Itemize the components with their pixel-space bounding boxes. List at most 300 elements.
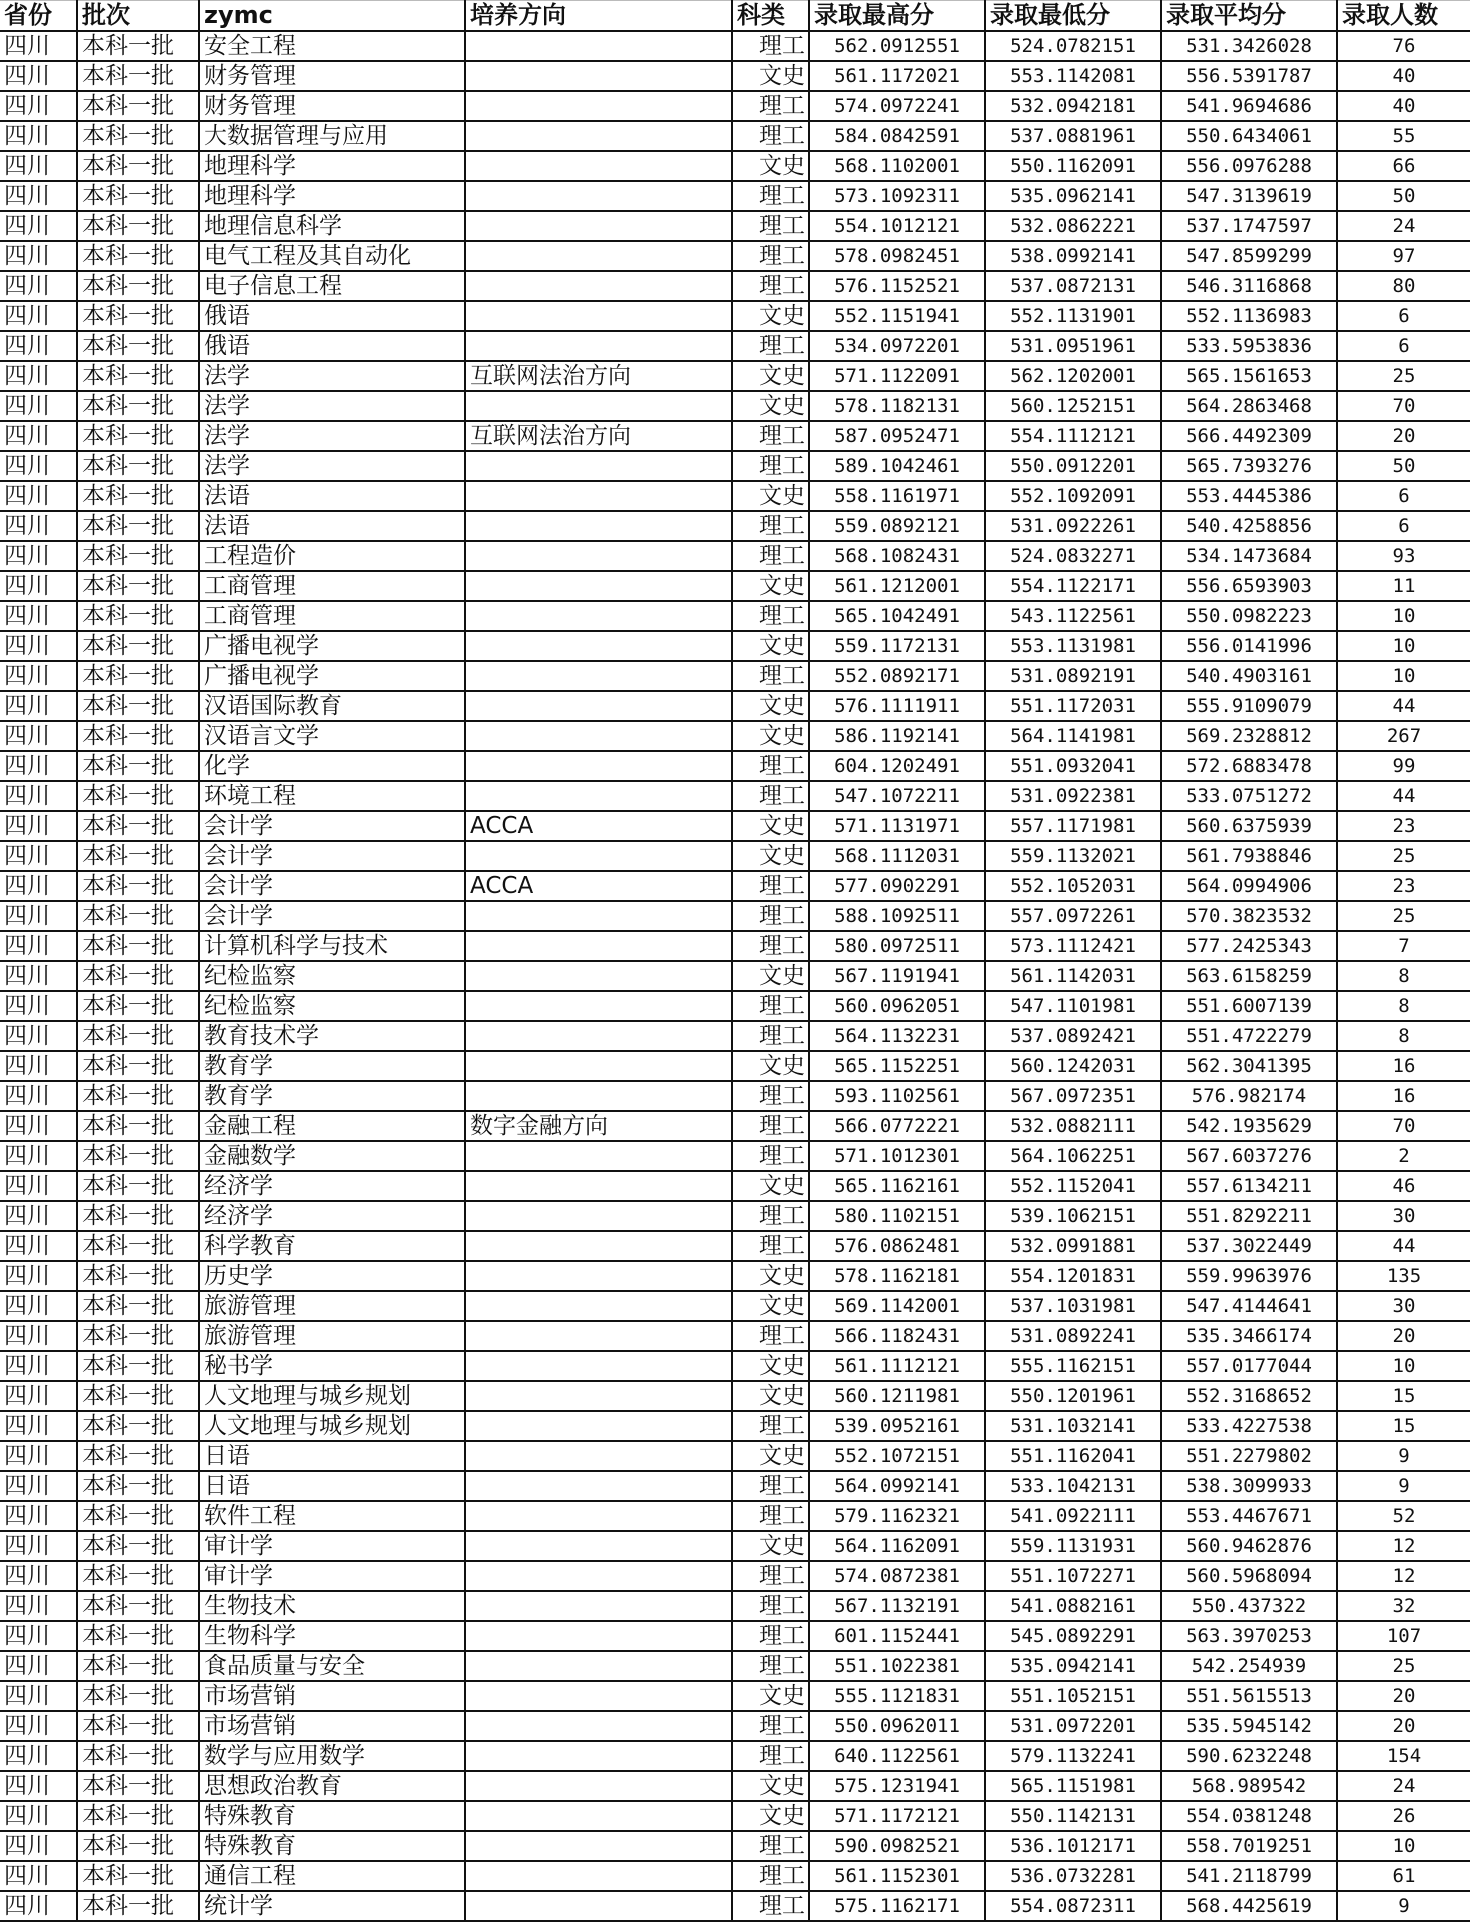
major-name-cell[interactable]: 地理信息科学	[199, 211, 465, 241]
batch-cell[interactable]: 本科一批	[77, 811, 199, 841]
major-name-cell[interactable]: 特殊教育	[199, 1801, 465, 1831]
batch-cell[interactable]: 本科一批	[77, 481, 199, 511]
major-name-cell[interactable]: 财务管理	[199, 61, 465, 91]
min-score-cell[interactable]: 555.1162151	[985, 1351, 1161, 1381]
subject-type-cell[interactable]: 文史	[732, 61, 809, 91]
avg-score-cell[interactable]: 564.0994906	[1161, 871, 1337, 901]
max-score-cell[interactable]: 577.0902291	[809, 871, 985, 901]
avg-score-cell[interactable]: 565.7393276	[1161, 451, 1337, 481]
max-score-cell[interactable]: 534.0972201	[809, 331, 985, 361]
max-score-cell[interactable]: 562.0912551	[809, 31, 985, 61]
province-cell[interactable]: 四川	[0, 1441, 77, 1471]
subject-type-cell[interactable]: 文史	[732, 841, 809, 871]
min-score-cell[interactable]: 532.0862221	[985, 211, 1161, 241]
subject-type-cell[interactable]: 理工	[732, 211, 809, 241]
province-cell[interactable]: 四川	[0, 241, 77, 271]
max-score-cell[interactable]: 564.1162091	[809, 1531, 985, 1561]
avg-score-cell[interactable]: 550.0982223	[1161, 601, 1337, 631]
province-cell[interactable]: 四川	[0, 1681, 77, 1711]
direction-cell[interactable]	[465, 541, 732, 571]
admitted-count-cell[interactable]: 20	[1337, 421, 1470, 451]
min-score-cell[interactable]: 550.1162091	[985, 151, 1161, 181]
admitted-count-cell[interactable]: 10	[1337, 661, 1470, 691]
subject-type-cell[interactable]: 理工	[732, 1591, 809, 1621]
subject-type-cell[interactable]: 理工	[732, 1231, 809, 1261]
max-score-cell[interactable]: 587.0952471	[809, 421, 985, 451]
min-score-cell[interactable]: 550.1201961	[985, 1381, 1161, 1411]
max-score-cell[interactable]: 571.1012301	[809, 1141, 985, 1171]
direction-cell[interactable]	[465, 451, 732, 481]
min-score-cell[interactable]: 559.1131931	[985, 1531, 1161, 1561]
direction-cell[interactable]	[465, 1891, 732, 1921]
major-name-cell[interactable]: 经济学	[199, 1201, 465, 1231]
min-score-cell[interactable]: 554.0872311	[985, 1891, 1161, 1921]
admitted-count-cell[interactable]: 99	[1337, 751, 1470, 781]
province-cell[interactable]: 四川	[0, 1651, 77, 1681]
avg-score-cell[interactable]: 557.6134211	[1161, 1171, 1337, 1201]
major-name-cell[interactable]: 俄语	[199, 301, 465, 331]
admitted-count-cell[interactable]: 24	[1337, 1771, 1470, 1801]
province-cell[interactable]: 四川	[0, 781, 77, 811]
admitted-count-cell[interactable]: 2	[1337, 1141, 1470, 1171]
admitted-count-cell[interactable]: 154	[1337, 1741, 1470, 1771]
province-cell[interactable]: 四川	[0, 1741, 77, 1771]
max-score-cell[interactable]: 568.1102001	[809, 151, 985, 181]
admitted-count-cell[interactable]: 46	[1337, 1171, 1470, 1201]
batch-cell[interactable]: 本科一批	[77, 1471, 199, 1501]
min-score-cell[interactable]: 537.1031981	[985, 1291, 1161, 1321]
batch-cell[interactable]: 本科一批	[77, 1111, 199, 1141]
admitted-count-cell[interactable]: 50	[1337, 451, 1470, 481]
min-score-cell[interactable]: 531.0922381	[985, 781, 1161, 811]
admitted-count-cell[interactable]: 20	[1337, 1711, 1470, 1741]
direction-cell[interactable]	[465, 961, 732, 991]
batch-cell[interactable]: 本科一批	[77, 631, 199, 661]
major-name-cell[interactable]: 法学	[199, 451, 465, 481]
admitted-count-cell[interactable]: 11	[1337, 571, 1470, 601]
admitted-count-cell[interactable]: 70	[1337, 391, 1470, 421]
avg-score-cell[interactable]: 551.2279802	[1161, 1441, 1337, 1471]
avg-score-cell[interactable]: 560.9462876	[1161, 1531, 1337, 1561]
min-score-cell[interactable]: 538.0992141	[985, 241, 1161, 271]
avg-score-cell[interactable]: 547.8599299	[1161, 241, 1337, 271]
major-name-cell[interactable]: 化学	[199, 751, 465, 781]
province-cell[interactable]: 四川	[0, 691, 77, 721]
max-score-cell[interactable]: 573.1092311	[809, 181, 985, 211]
admitted-count-cell[interactable]: 16	[1337, 1081, 1470, 1111]
direction-cell[interactable]	[465, 661, 732, 691]
admitted-count-cell[interactable]: 16	[1337, 1051, 1470, 1081]
avg-score-cell[interactable]: 566.4492309	[1161, 421, 1337, 451]
admitted-count-cell[interactable]: 135	[1337, 1261, 1470, 1291]
admitted-count-cell[interactable]: 80	[1337, 271, 1470, 301]
admitted-count-cell[interactable]: 50	[1337, 181, 1470, 211]
header-admitted-count[interactable]: 录取人数	[1337, 1, 1470, 32]
min-score-cell[interactable]: 531.0951961	[985, 331, 1161, 361]
avg-score-cell[interactable]: 547.3139619	[1161, 181, 1337, 211]
major-name-cell[interactable]: 汉语言文学	[199, 721, 465, 751]
min-score-cell[interactable]: 539.1062151	[985, 1201, 1161, 1231]
max-score-cell[interactable]: 567.1132191	[809, 1591, 985, 1621]
province-cell[interactable]: 四川	[0, 271, 77, 301]
avg-score-cell[interactable]: 537.1747597	[1161, 211, 1337, 241]
major-name-cell[interactable]: 会计学	[199, 841, 465, 871]
min-score-cell[interactable]: 537.0892421	[985, 1021, 1161, 1051]
min-score-cell[interactable]: 537.0872131	[985, 271, 1161, 301]
major-name-cell[interactable]: 法语	[199, 511, 465, 541]
subject-type-cell[interactable]: 文史	[732, 1261, 809, 1291]
max-score-cell[interactable]: 539.0952161	[809, 1411, 985, 1441]
avg-score-cell[interactable]: 533.0751272	[1161, 781, 1337, 811]
batch-cell[interactable]: 本科一批	[77, 1441, 199, 1471]
batch-cell[interactable]: 本科一批	[77, 31, 199, 61]
max-score-cell[interactable]: 578.1162181	[809, 1261, 985, 1291]
province-cell[interactable]: 四川	[0, 1891, 77, 1921]
batch-cell[interactable]: 本科一批	[77, 1291, 199, 1321]
min-score-cell[interactable]: 552.1131901	[985, 301, 1161, 331]
max-score-cell[interactable]: 560.1211981	[809, 1381, 985, 1411]
major-name-cell[interactable]: 财务管理	[199, 91, 465, 121]
province-cell[interactable]: 四川	[0, 301, 77, 331]
header-min-score[interactable]: 录取最低分	[985, 1, 1161, 32]
major-name-cell[interactable]: 工商管理	[199, 571, 465, 601]
batch-cell[interactable]: 本科一批	[77, 121, 199, 151]
avg-score-cell[interactable]: 572.6883478	[1161, 751, 1337, 781]
direction-cell[interactable]	[465, 1561, 732, 1591]
major-name-cell[interactable]: 教育学	[199, 1051, 465, 1081]
min-score-cell[interactable]: 536.1012171	[985, 1831, 1161, 1861]
subject-type-cell[interactable]: 理工	[732, 1861, 809, 1891]
max-score-cell[interactable]: 552.1151941	[809, 301, 985, 331]
avg-score-cell[interactable]: 542.1935629	[1161, 1111, 1337, 1141]
subject-type-cell[interactable]: 文史	[732, 1051, 809, 1081]
direction-cell[interactable]	[465, 1231, 732, 1261]
admitted-count-cell[interactable]: 32	[1337, 1591, 1470, 1621]
min-score-cell[interactable]: 524.0832271	[985, 541, 1161, 571]
min-score-cell[interactable]: 532.0882111	[985, 1111, 1161, 1141]
major-name-cell[interactable]: 计算机科学与技术	[199, 931, 465, 961]
province-cell[interactable]: 四川	[0, 1081, 77, 1111]
subject-type-cell[interactable]: 文史	[732, 721, 809, 751]
min-score-cell[interactable]: 562.1202001	[985, 361, 1161, 391]
direction-cell[interactable]	[465, 901, 732, 931]
avg-score-cell[interactable]: 551.8292211	[1161, 1201, 1337, 1231]
min-score-cell[interactable]: 554.1122171	[985, 571, 1161, 601]
direction-cell[interactable]	[465, 991, 732, 1021]
max-score-cell[interactable]: 564.0992141	[809, 1471, 985, 1501]
batch-cell[interactable]: 本科一批	[77, 751, 199, 781]
admitted-count-cell[interactable]: 44	[1337, 691, 1470, 721]
admitted-count-cell[interactable]: 20	[1337, 1321, 1470, 1351]
avg-score-cell[interactable]: 535.3466174	[1161, 1321, 1337, 1351]
admitted-count-cell[interactable]: 6	[1337, 301, 1470, 331]
province-cell[interactable]: 四川	[0, 1531, 77, 1561]
avg-score-cell[interactable]: 538.3099933	[1161, 1471, 1337, 1501]
major-name-cell[interactable]: 教育学	[199, 1081, 465, 1111]
max-score-cell[interactable]: 578.1182131	[809, 391, 985, 421]
major-name-cell[interactable]: 广播电视学	[199, 661, 465, 691]
avg-score-cell[interactable]: 563.6158259	[1161, 961, 1337, 991]
admitted-count-cell[interactable]: 44	[1337, 781, 1470, 811]
batch-cell[interactable]: 本科一批	[77, 1231, 199, 1261]
direction-cell[interactable]	[465, 1741, 732, 1771]
admitted-count-cell[interactable]: 76	[1337, 31, 1470, 61]
min-score-cell[interactable]: 553.1131981	[985, 631, 1161, 661]
province-cell[interactable]: 四川	[0, 121, 77, 151]
max-score-cell[interactable]: 559.0892121	[809, 511, 985, 541]
avg-score-cell[interactable]: 537.3022449	[1161, 1231, 1337, 1261]
admitted-count-cell[interactable]: 40	[1337, 91, 1470, 121]
batch-cell[interactable]: 本科一批	[77, 721, 199, 751]
province-cell[interactable]: 四川	[0, 331, 77, 361]
direction-cell[interactable]	[465, 1771, 732, 1801]
avg-score-cell[interactable]: 540.4258856	[1161, 511, 1337, 541]
direction-cell[interactable]	[465, 301, 732, 331]
min-score-cell[interactable]: 557.0972261	[985, 901, 1161, 931]
admitted-count-cell[interactable]: 25	[1337, 841, 1470, 871]
province-cell[interactable]: 四川	[0, 931, 77, 961]
min-score-cell[interactable]: 533.1042131	[985, 1471, 1161, 1501]
subject-type-cell[interactable]: 理工	[732, 331, 809, 361]
major-name-cell[interactable]: 电子信息工程	[199, 271, 465, 301]
min-score-cell[interactable]: 545.0892291	[985, 1621, 1161, 1651]
min-score-cell[interactable]: 579.1132241	[985, 1741, 1161, 1771]
batch-cell[interactable]: 本科一批	[77, 1681, 199, 1711]
province-cell[interactable]: 四川	[0, 1201, 77, 1231]
subject-type-cell[interactable]: 理工	[732, 661, 809, 691]
admitted-count-cell[interactable]: 10	[1337, 1351, 1470, 1381]
min-score-cell[interactable]: 524.0782151	[985, 31, 1161, 61]
max-score-cell[interactable]: 566.0772221	[809, 1111, 985, 1141]
batch-cell[interactable]: 本科一批	[77, 1621, 199, 1651]
direction-cell[interactable]	[465, 211, 732, 241]
direction-cell[interactable]	[465, 121, 732, 151]
direction-cell[interactable]	[465, 331, 732, 361]
admitted-count-cell[interactable]: 12	[1337, 1531, 1470, 1561]
major-name-cell[interactable]: 大数据管理与应用	[199, 121, 465, 151]
batch-cell[interactable]: 本科一批	[77, 1351, 199, 1381]
subject-type-cell[interactable]: 理工	[732, 511, 809, 541]
subject-type-cell[interactable]: 理工	[732, 1081, 809, 1111]
min-score-cell[interactable]: 561.1142031	[985, 961, 1161, 991]
batch-cell[interactable]: 本科一批	[77, 271, 199, 301]
avg-score-cell[interactable]: 567.6037276	[1161, 1141, 1337, 1171]
admitted-count-cell[interactable]: 9	[1337, 1441, 1470, 1471]
max-score-cell[interactable]: 561.1152301	[809, 1861, 985, 1891]
direction-cell[interactable]	[465, 1351, 732, 1381]
subject-type-cell[interactable]: 文史	[732, 1801, 809, 1831]
major-name-cell[interactable]: 纪检监察	[199, 991, 465, 1021]
avg-score-cell[interactable]: 556.0141996	[1161, 631, 1337, 661]
direction-cell[interactable]	[465, 241, 732, 271]
subject-type-cell[interactable]: 文史	[732, 1291, 809, 1321]
province-cell[interactable]: 四川	[0, 1351, 77, 1381]
avg-score-cell[interactable]: 562.3041395	[1161, 1051, 1337, 1081]
max-score-cell[interactable]: 571.1131971	[809, 811, 985, 841]
max-score-cell[interactable]: 574.0872381	[809, 1561, 985, 1591]
admitted-count-cell[interactable]: 12	[1337, 1561, 1470, 1591]
direction-cell[interactable]	[465, 1501, 732, 1531]
subject-type-cell[interactable]: 理工	[732, 601, 809, 631]
major-name-cell[interactable]: 生物技术	[199, 1591, 465, 1621]
subject-type-cell[interactable]: 理工	[732, 901, 809, 931]
direction-cell[interactable]: ACCA	[465, 811, 732, 841]
batch-cell[interactable]: 本科一批	[77, 1891, 199, 1921]
province-cell[interactable]: 四川	[0, 631, 77, 661]
admitted-count-cell[interactable]: 30	[1337, 1291, 1470, 1321]
subject-type-cell[interactable]: 文史	[732, 1771, 809, 1801]
min-score-cell[interactable]: 531.0922261	[985, 511, 1161, 541]
direction-cell[interactable]	[465, 631, 732, 661]
max-score-cell[interactable]: 547.1072211	[809, 781, 985, 811]
avg-score-cell[interactable]: 563.3970253	[1161, 1621, 1337, 1651]
major-name-cell[interactable]: 旅游管理	[199, 1291, 465, 1321]
direction-cell[interactable]	[465, 1051, 732, 1081]
min-score-cell[interactable]: 537.0881961	[985, 121, 1161, 151]
subject-type-cell[interactable]: 理工	[732, 871, 809, 901]
province-cell[interactable]: 四川	[0, 151, 77, 181]
province-cell[interactable]: 四川	[0, 721, 77, 751]
batch-cell[interactable]: 本科一批	[77, 511, 199, 541]
subject-type-cell[interactable]: 理工	[732, 1321, 809, 1351]
subject-type-cell[interactable]: 文史	[732, 361, 809, 391]
batch-cell[interactable]: 本科一批	[77, 301, 199, 331]
subject-type-cell[interactable]: 理工	[732, 1561, 809, 1591]
major-name-cell[interactable]: 广播电视学	[199, 631, 465, 661]
subject-type-cell[interactable]: 理工	[732, 1711, 809, 1741]
direction-cell[interactable]	[465, 1021, 732, 1051]
max-score-cell[interactable]: 552.0892171	[809, 661, 985, 691]
header-province[interactable]: 省份	[0, 1, 77, 32]
admitted-count-cell[interactable]: 8	[1337, 961, 1470, 991]
min-score-cell[interactable]: 567.0972351	[985, 1081, 1161, 1111]
direction-cell[interactable]	[465, 91, 732, 121]
province-cell[interactable]: 四川	[0, 391, 77, 421]
major-name-cell[interactable]: 数学与应用数学	[199, 1741, 465, 1771]
province-cell[interactable]: 四川	[0, 841, 77, 871]
subject-type-cell[interactable]: 理工	[732, 1471, 809, 1501]
major-name-cell[interactable]: 市场营销	[199, 1681, 465, 1711]
avg-score-cell[interactable]: 551.6007139	[1161, 991, 1337, 1021]
batch-cell[interactable]: 本科一批	[77, 1561, 199, 1591]
major-name-cell[interactable]: 旅游管理	[199, 1321, 465, 1351]
batch-cell[interactable]: 本科一批	[77, 1411, 199, 1441]
province-cell[interactable]: 四川	[0, 1861, 77, 1891]
max-score-cell[interactable]: 580.1102151	[809, 1201, 985, 1231]
admitted-count-cell[interactable]: 52	[1337, 1501, 1470, 1531]
direction-cell[interactable]	[465, 1171, 732, 1201]
avg-score-cell[interactable]: 558.7019251	[1161, 1831, 1337, 1861]
major-name-cell[interactable]: 教育技术学	[199, 1021, 465, 1051]
direction-cell[interactable]	[465, 151, 732, 181]
max-score-cell[interactable]: 593.1102561	[809, 1081, 985, 1111]
avg-score-cell[interactable]: 542.254939	[1161, 1651, 1337, 1681]
max-score-cell[interactable]: 551.1022381	[809, 1651, 985, 1681]
min-score-cell[interactable]: 553.1142081	[985, 61, 1161, 91]
admitted-count-cell[interactable]: 30	[1337, 1201, 1470, 1231]
min-score-cell[interactable]: 554.1201831	[985, 1261, 1161, 1291]
admitted-count-cell[interactable]: 93	[1337, 541, 1470, 571]
batch-cell[interactable]: 本科一批	[77, 361, 199, 391]
province-cell[interactable]: 四川	[0, 661, 77, 691]
avg-score-cell[interactable]: 550.437322	[1161, 1591, 1337, 1621]
province-cell[interactable]: 四川	[0, 211, 77, 241]
avg-score-cell[interactable]: 546.3116868	[1161, 271, 1337, 301]
admitted-count-cell[interactable]: 55	[1337, 121, 1470, 151]
province-cell[interactable]: 四川	[0, 991, 77, 1021]
subject-type-cell[interactable]: 理工	[732, 1411, 809, 1441]
direction-cell[interactable]	[465, 931, 732, 961]
admitted-count-cell[interactable]: 6	[1337, 331, 1470, 361]
subject-type-cell[interactable]: 文史	[732, 391, 809, 421]
min-score-cell[interactable]: 531.0972201	[985, 1711, 1161, 1741]
province-cell[interactable]: 四川	[0, 481, 77, 511]
max-score-cell[interactable]: 571.1122091	[809, 361, 985, 391]
batch-cell[interactable]: 本科一批	[77, 1381, 199, 1411]
batch-cell[interactable]: 本科一批	[77, 1081, 199, 1111]
major-name-cell[interactable]: 电气工程及其自动化	[199, 241, 465, 271]
subject-type-cell[interactable]: 理工	[732, 991, 809, 1021]
batch-cell[interactable]: 本科一批	[77, 1171, 199, 1201]
max-score-cell[interactable]: 567.1191941	[809, 961, 985, 991]
admitted-count-cell[interactable]: 9	[1337, 1471, 1470, 1501]
direction-cell[interactable]	[465, 1651, 732, 1681]
min-score-cell[interactable]: 552.1092091	[985, 481, 1161, 511]
header-batch[interactable]: 批次	[77, 1, 199, 32]
batch-cell[interactable]: 本科一批	[77, 1741, 199, 1771]
min-score-cell[interactable]: 560.1252151	[985, 391, 1161, 421]
avg-score-cell[interactable]: 564.2863468	[1161, 391, 1337, 421]
subject-type-cell[interactable]: 理工	[732, 181, 809, 211]
header-avg-score[interactable]: 录取平均分	[1161, 1, 1337, 32]
header-direction[interactable]: 培养方向	[465, 1, 732, 32]
direction-cell[interactable]	[465, 1801, 732, 1831]
subject-type-cell[interactable]: 文史	[732, 1681, 809, 1711]
major-name-cell[interactable]: 审计学	[199, 1531, 465, 1561]
avg-score-cell[interactable]: 559.9963976	[1161, 1261, 1337, 1291]
subject-type-cell[interactable]: 理工	[732, 121, 809, 151]
avg-score-cell[interactable]: 554.0381248	[1161, 1801, 1337, 1831]
major-name-cell[interactable]: 安全工程	[199, 31, 465, 61]
min-score-cell[interactable]: 564.1141981	[985, 721, 1161, 751]
major-name-cell[interactable]: 俄语	[199, 331, 465, 361]
province-cell[interactable]: 四川	[0, 31, 77, 61]
admitted-count-cell[interactable]: 66	[1337, 151, 1470, 181]
batch-cell[interactable]: 本科一批	[77, 1771, 199, 1801]
major-name-cell[interactable]: 特殊教育	[199, 1831, 465, 1861]
min-score-cell[interactable]: 573.1112421	[985, 931, 1161, 961]
batch-cell[interactable]: 本科一批	[77, 391, 199, 421]
avg-score-cell[interactable]: 555.9109079	[1161, 691, 1337, 721]
major-name-cell[interactable]: 思想政治教育	[199, 1771, 465, 1801]
max-score-cell[interactable]: 575.1162171	[809, 1891, 985, 1921]
subject-type-cell[interactable]: 理工	[732, 1021, 809, 1051]
batch-cell[interactable]: 本科一批	[77, 181, 199, 211]
subject-type-cell[interactable]: 理工	[732, 271, 809, 301]
major-name-cell[interactable]: 日语	[199, 1471, 465, 1501]
avg-score-cell[interactable]: 576.982174	[1161, 1081, 1337, 1111]
direction-cell[interactable]: 互联网法治方向	[465, 361, 732, 391]
subject-type-cell[interactable]: 文史	[732, 1381, 809, 1411]
subject-type-cell[interactable]: 理工	[732, 1111, 809, 1141]
subject-type-cell[interactable]: 理工	[732, 241, 809, 271]
admitted-count-cell[interactable]: 25	[1337, 1651, 1470, 1681]
province-cell[interactable]: 四川	[0, 1321, 77, 1351]
admitted-count-cell[interactable]: 6	[1337, 481, 1470, 511]
avg-score-cell[interactable]: 557.0177044	[1161, 1351, 1337, 1381]
min-score-cell[interactable]: 565.1151981	[985, 1771, 1161, 1801]
province-cell[interactable]: 四川	[0, 1711, 77, 1741]
